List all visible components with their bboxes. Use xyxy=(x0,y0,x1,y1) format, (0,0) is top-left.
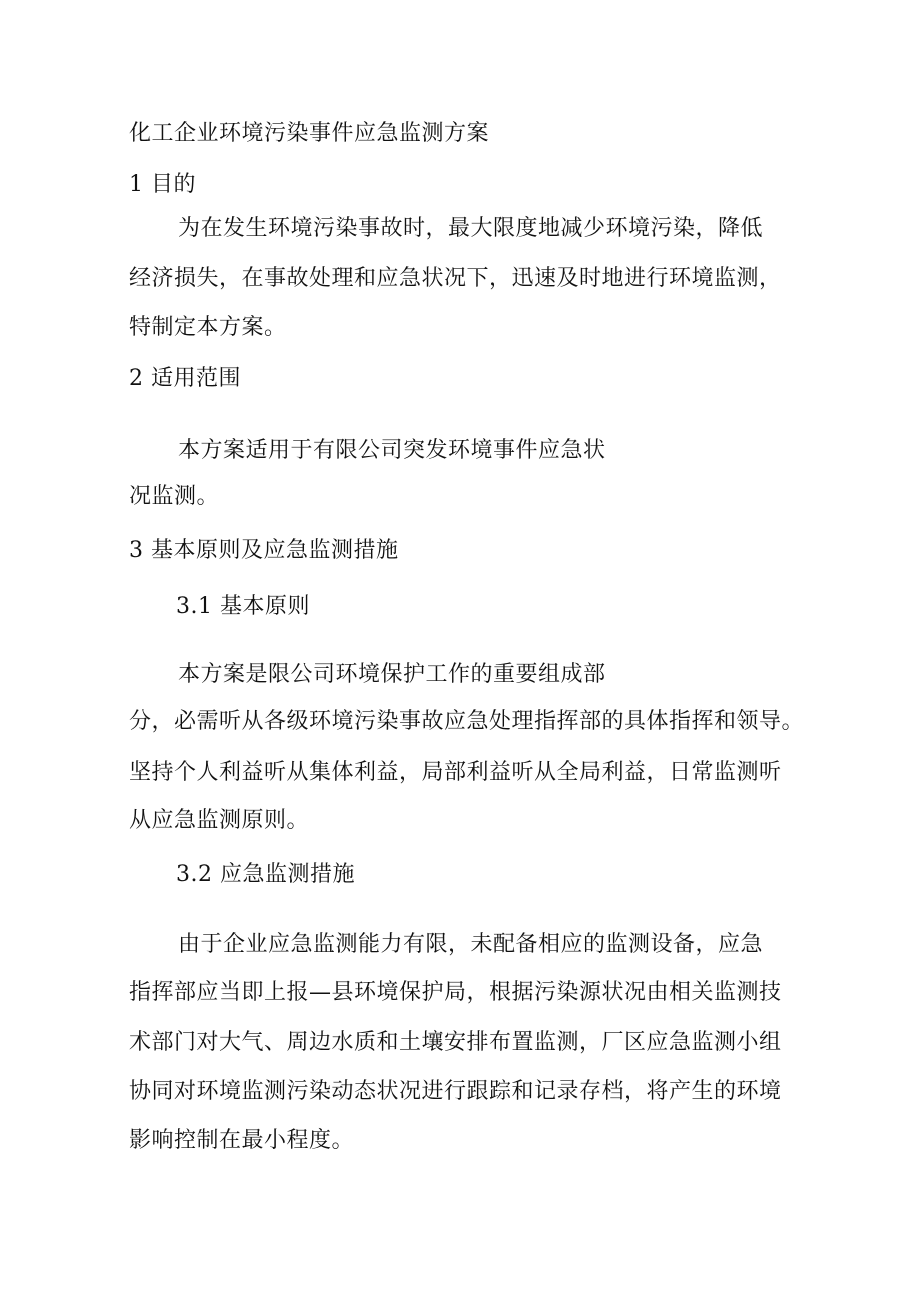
section-1-paragraph-line: 经济损失，在事故处理和应急状况下，迅速及时地进行环境监测， xyxy=(129,266,782,291)
section-2-paragraph-line: 况监测。 xyxy=(129,484,220,509)
section-1-paragraph-line: 特制定本方案。 xyxy=(129,315,287,340)
section-2-paragraph-line: 本方案适用于有限公司突发环境事件应急状 xyxy=(178,438,606,463)
section-2-heading: 2 适用范围 xyxy=(129,366,241,391)
section-3-2-paragraph-line: 术部门对大气、周边水质和土壤安排布置监测，厂区应急监测小组 xyxy=(129,1030,782,1055)
document-title: 化工企业环境污染事件应急监测方案 xyxy=(129,121,490,146)
section-3-2-paragraph-line: 影响控制在最小程度。 xyxy=(129,1128,355,1153)
section-1-heading: 1 目的 xyxy=(129,172,196,197)
section-3-1-paragraph-line: 坚持个人利益听从集体利益，局部利益听从全局利益，日常监测听 xyxy=(129,760,782,785)
section-3-1-paragraph-line: 从应急监测原则。 xyxy=(129,808,310,833)
section-3-heading: 3 基本原则及应急监测措施 xyxy=(129,538,399,563)
section-1-paragraph-line: 为在发生环境污染事故时，最大限度地减少环境污染，降低 xyxy=(178,216,764,241)
section-3-2-paragraph-line: 由于企业应急监测能力有限，未配备相应的监测设备，应急 xyxy=(178,932,764,957)
section-3-1-paragraph-line: 分，必需听从各级环境污染事故应急处理指挥部的具体指挥和领导。 xyxy=(129,709,805,734)
section-3-1-paragraph-line: 本方案是限公司环境保护工作的重要组成部 xyxy=(178,662,606,687)
section-3-2-heading: 3.2 应急监测措施 xyxy=(176,862,355,887)
section-3-2-paragraph-line: 指挥部应当即上报—县环境保护局，根据污染源状况由相关监测技 xyxy=(129,980,782,1005)
section-3-2-paragraph-line: 协同对环境监测污染动态状况进行跟踪和记录存档，将产生的环境 xyxy=(129,1079,782,1104)
section-3-1-heading: 3.1 基本原则 xyxy=(176,594,310,619)
